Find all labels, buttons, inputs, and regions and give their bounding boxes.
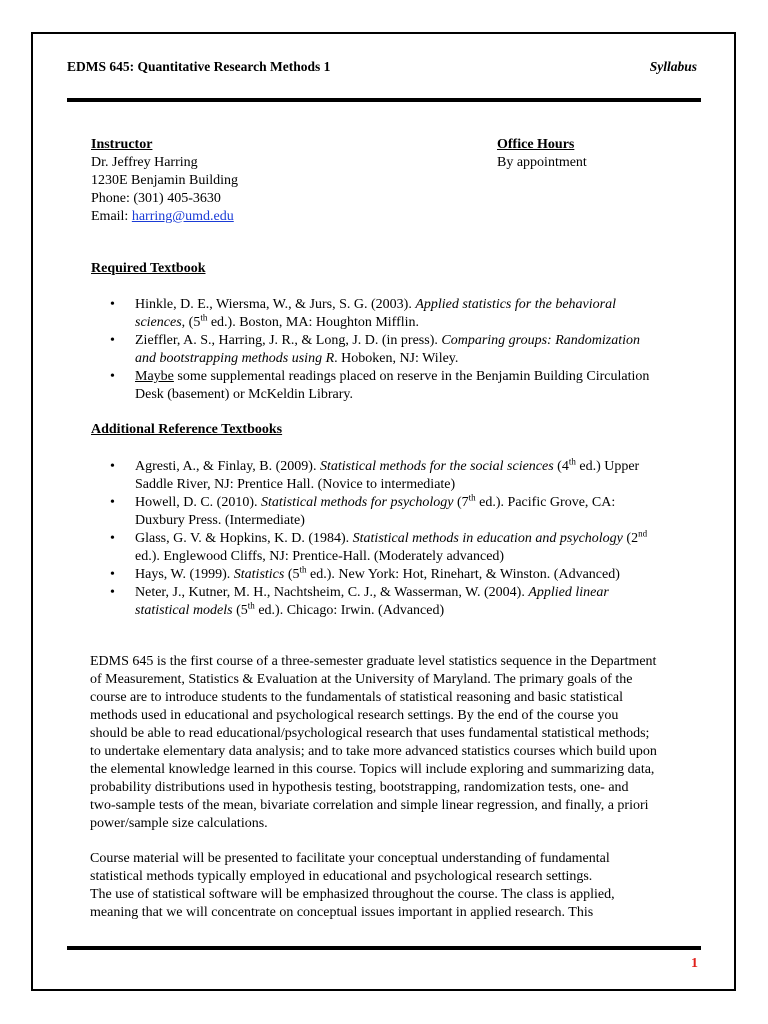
list-item: • Howell, D. C. (2010). Statistical methods for psychology (7th ed.). Pacific Grove, CA: Duxbury Press. (Intermediate) [110, 492, 616, 528]
list-item: • Zieffler, A. S., Harring, J. R., & Long, J. D. (in press). Comparing groups: Randomization and bootstrapping methods using R. Hoboken, NJ: Wiley. [110, 333, 640, 366]
bullet-icon: • [110, 531, 115, 546]
footer-rule [67, 946, 701, 950]
office-hours-block [497, 136, 587, 172]
header-rule [67, 98, 701, 102]
course-title: EDMS 645: Quantitative Research Methods 1 [67, 59, 331, 74]
office-hours-value: By appointment [497, 155, 587, 170]
page-number: 1 [691, 956, 698, 971]
document-type: Syllabus [649, 59, 697, 74]
list-item: • Hinkle, D. E., Wiersma, W., & Jurs, S. G. (2003). Applied statistics for the behavioral sciences, (5th ed.). Boston, MA: Houghton Mifflin. [110, 297, 616, 330]
bullet-icon: • [110, 369, 115, 384]
instructor-office: 1230E Benjamin Building [91, 173, 238, 188]
instructor-email-row [91, 208, 238, 226]
instructor-block [91, 136, 238, 226]
list-item: • Agresti, A., & Finlay, B. (2009). Statistical methods for the social sciences (4th ed.) Upper Saddle River, NJ: Prentice Hall. (Novice to intermediate) [110, 456, 640, 492]
instructor-phone: Phone: (301) 405-3630 [91, 191, 221, 206]
office-hours-heading: Office Hours [497, 137, 575, 152]
course-description-paragraph: EDMS 645 is the first course of a three-semester graduate level statistics sequence in the Department of Measurement, Statistics & Evaluation at the University of Maryland. The primary goals of the course are to introduce students to the fundamentals of statistical reasoning and basic statistical methods used in educational and psychological research settings. By the end of the course you should be able to read educational/psychological research that uses fundamental statistical methods; to undertake elementary data analysis; and to take more advanced statistics courses which build upon the elemental knowledge learned in this course. Topics will include exploring and summarizing data, probability distributions used in hypothesis testing, bootstrapping, randomization tests, one- and two-sample tests of the mean, bivariate correlation and simple linear regression, and finally, a priori power/sample size calculations. [90, 654, 657, 831]
bullet-icon: • [110, 459, 115, 474]
bullet-icon: • [110, 567, 115, 582]
email-link[interactable]: harring@umd.edu [131, 209, 234, 224]
required-textbook-list [110, 296, 705, 404]
bullet-icon: • [110, 297, 115, 312]
list-item: • Maybe some supplemental readings placed on reserve in the Benjamin Building Circulation Desk (basement) or McKeldin Library. [110, 369, 650, 402]
list-item: • Neter, J., Kutner, M. H., Nachtsheim, C. J., & Wasserman, W. (2004). Applied linear statistical models (5th ed.). Chicago: Irwin. (Advanced) [110, 585, 609, 618]
bullet-icon: • [110, 495, 115, 510]
list-item: • Glass, G. V. & Hopkins, K. D. (1984). Statistical methods in education and psychology (2nd ed.). Englewood Cliffs, NJ: Prentice-Hall. (Moderately advanced) [110, 528, 648, 564]
additional-textbooks-heading: Additional Reference Textbooks [91, 422, 283, 437]
bullet-icon: • [110, 585, 115, 600]
bullet-icon: • [110, 333, 115, 348]
required-textbook-heading: Required Textbook [91, 261, 206, 276]
page-header [67, 59, 697, 77]
course-material-paragraph: Course material will be presented to facilitate your conceptual understanding of fundamental statistical methods typically employed in educational and psychological research settings. The use of statistical software will be emphasized throughout the course. The class is applied, meaning that we will concentrate on conceptual issues important in applied research. This [90, 851, 615, 920]
email-label: Email: [91, 209, 132, 224]
instructor-heading: Instructor [91, 137, 153, 152]
list-item: • Hays, W. (1999). Statistics (5th ed.). New York: Hot, Rinehart, & Winston. (Advanced) [110, 564, 620, 582]
additional-textbooks-list [110, 458, 705, 620]
instructor-name: Dr. Jeffrey Harring [91, 155, 198, 170]
